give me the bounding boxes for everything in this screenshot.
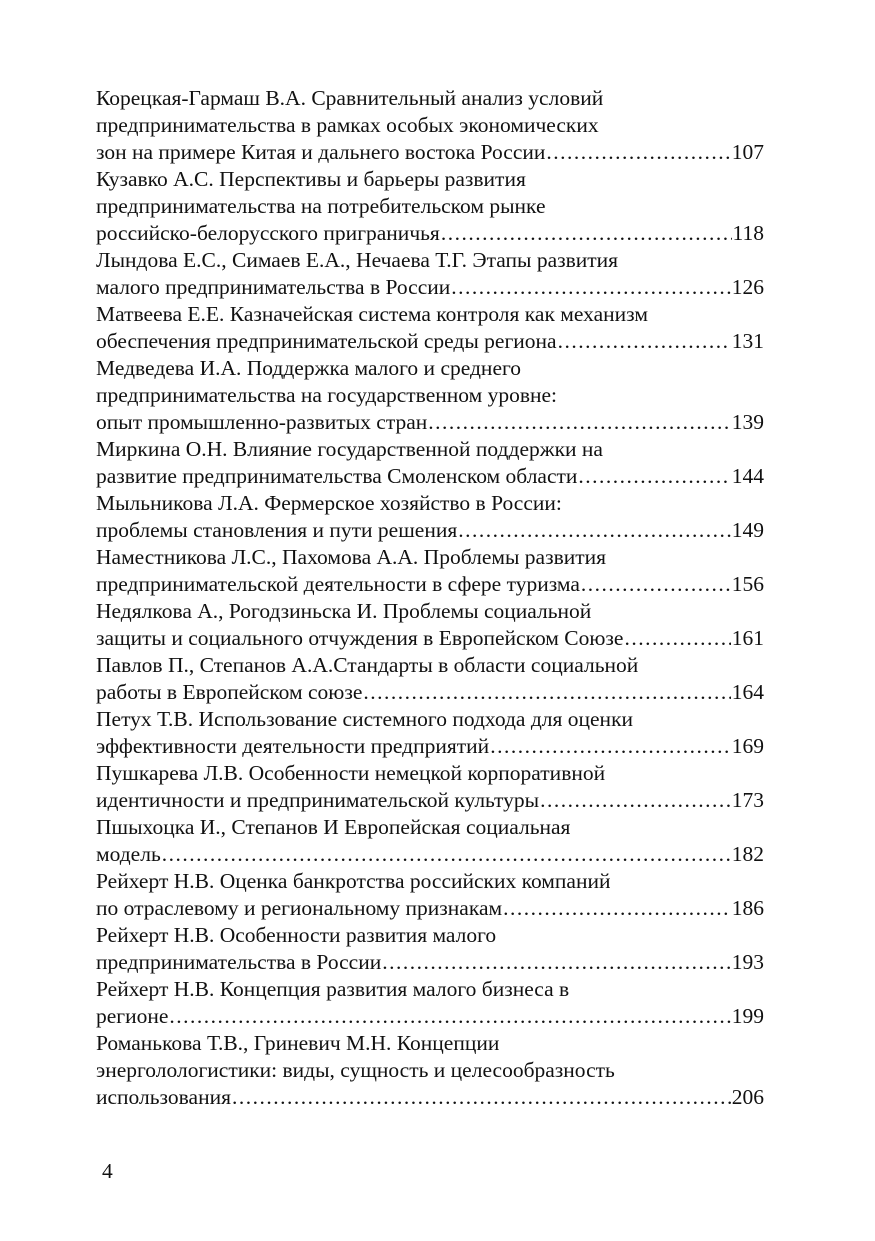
toc-entry-title-end: обеспечения предпринимательской среды региона xyxy=(96,329,557,353)
toc-entry-line: Наместникова Л.С., Пахомова А.А. Проблемы развития xyxy=(96,545,607,569)
toc-entry xyxy=(96,706,764,760)
toc-entry-title-end: работы в Европейском союзе xyxy=(96,680,363,704)
toc-entry xyxy=(96,598,764,652)
toc-entry-page: 199 xyxy=(731,1004,764,1028)
toc-entry-page: 206 xyxy=(731,1085,764,1109)
toc-entry-page: 164 xyxy=(731,680,764,704)
toc-entry-last-line xyxy=(96,949,764,976)
toc-entry-title-end: защиты и социального отчуждения в Европейском Союзе xyxy=(96,626,624,650)
toc-entry-line: Лындова Е.С., Симаев Е.А., Нечаева Т.Г. Этапы развития xyxy=(96,248,619,272)
toc-entry-last-line xyxy=(96,787,764,814)
toc-entry-page: 126 xyxy=(731,275,764,299)
toc-entry-title-end: проблемы становления и пути решения xyxy=(96,518,458,542)
dot-leader xyxy=(503,895,731,922)
dot-leader xyxy=(540,787,731,814)
toc-entry xyxy=(96,85,764,166)
toc-entry-line: Петух Т.В. Использование системного подхода для оценки xyxy=(96,707,634,731)
dot-leader xyxy=(441,220,732,247)
toc-entry-last-line xyxy=(96,517,764,544)
toc-entry-title-end: развитие предпринимательства Смоленском области xyxy=(96,464,578,488)
toc-entry-line: Пушкарева Л.В. Особенности немецкой корпоративной xyxy=(96,761,606,785)
toc-entry xyxy=(96,868,764,922)
dot-leader xyxy=(382,949,731,976)
toc-entry-last-line xyxy=(96,328,764,355)
toc-entry-page: 161 xyxy=(731,626,764,650)
toc-entry-title-end: предпринимательской деятельности в сфере туризма xyxy=(96,572,580,596)
toc-entry-last-line xyxy=(96,139,764,166)
toc-entry-last-line xyxy=(96,679,764,706)
toc-entry-page: 156 xyxy=(731,572,764,596)
table-of-contents xyxy=(96,85,764,1111)
toc-entry-title-end: модель xyxy=(96,842,161,866)
toc-entry-line: Мыльникова Л.А. Фермерское хозяйство в России: xyxy=(96,491,562,515)
toc-entry xyxy=(96,922,764,976)
dot-leader xyxy=(490,733,731,760)
toc-entry xyxy=(96,490,764,544)
dot-leader xyxy=(162,841,731,868)
toc-entry-title-end: идентичности и предпринимательской культуры xyxy=(96,788,540,812)
toc-entry xyxy=(96,1030,764,1111)
dot-leader xyxy=(363,679,730,706)
dot-leader xyxy=(578,463,730,490)
toc-entry-page: 193 xyxy=(731,950,764,974)
toc-entry-page: 169 xyxy=(731,734,764,758)
toc-entry xyxy=(96,355,764,436)
toc-entry-last-line xyxy=(96,220,764,247)
toc-entry-page: 186 xyxy=(731,896,764,920)
toc-entry-title-end: регионе xyxy=(96,1004,169,1028)
toc-entry-line: Романькова Т.В., Гриневич М.Н. Концепции xyxy=(96,1031,500,1055)
toc-entry-last-line xyxy=(96,409,764,436)
toc-entry-line: энерголологистики: виды, сущность и целесообразность xyxy=(96,1058,615,1082)
dot-leader xyxy=(558,328,731,355)
toc-entry-line: Медведева И.А. Поддержка малого и среднего xyxy=(96,356,522,380)
dot-leader xyxy=(624,625,730,652)
toc-entry-page: 118 xyxy=(732,221,764,245)
toc-entry-line: Корецкая-Гармаш В.А. Сравнительный анализ условий xyxy=(96,86,604,110)
toc-entry xyxy=(96,760,764,814)
toc-entry-last-line xyxy=(96,463,764,490)
toc-entry-page: 144 xyxy=(731,464,764,488)
dot-leader xyxy=(169,1003,730,1030)
toc-entry-line: Недялкова А., Рогодзиньска И. Проблемы социальной xyxy=(96,599,592,623)
toc-entry xyxy=(96,436,764,490)
toc-entry xyxy=(96,301,764,355)
toc-entry-line: Матвеева Е.Е. Казначейская система контроля как механизм xyxy=(96,302,648,326)
toc-entry xyxy=(96,814,764,868)
toc-entry-title-end: эффективности деятельности предприятий xyxy=(96,734,490,758)
toc-entry-line: Рейхерт Н.В. Оценка банкротства российских компаний xyxy=(96,869,611,893)
toc-entry-last-line xyxy=(96,841,764,868)
toc-entry-title-end: зон на примере Китая и дальнего востока России xyxy=(96,140,546,164)
toc-entry-line: Пшыхоцка И., Степанов И Европейская социальная xyxy=(96,815,571,839)
dot-leader xyxy=(546,139,730,166)
toc-entry-line: Рейхерт Н.В. Концепция развития малого бизнеса в xyxy=(96,977,570,1001)
toc-entry xyxy=(96,544,764,598)
toc-entry-page: 131 xyxy=(731,329,764,353)
toc-entry-line: Павлов П., Степанов А.А.Стандарты в области социальной xyxy=(96,653,639,677)
toc-entry-page: 173 xyxy=(731,788,764,812)
toc-entry-last-line xyxy=(96,1084,764,1111)
toc-entry-page: 107 xyxy=(731,140,764,164)
toc-entry xyxy=(96,652,764,706)
toc-entry xyxy=(96,166,764,247)
toc-entry-page: 139 xyxy=(731,410,764,434)
dot-leader xyxy=(581,571,731,598)
toc-entry-title-end: малого предпринимательства в России xyxy=(96,275,451,299)
toc-entry-title-end: использования xyxy=(96,1085,231,1109)
toc-entry xyxy=(96,976,764,1030)
toc-entry-title-end: российско-белорусского приграничья xyxy=(96,221,440,245)
toc-entry-title-end: опыт промышленно-развитых стран xyxy=(96,410,428,434)
toc-entry-line: Миркина О.Н. Влияние государственной поддержки на xyxy=(96,437,603,461)
toc-entry-title-end: предпринимательства в России xyxy=(96,950,382,974)
toc-entry xyxy=(96,247,764,301)
toc-entry-last-line xyxy=(96,733,764,760)
toc-entry-title-end: по отраслевому и региональному признакам xyxy=(96,896,503,920)
dot-leader xyxy=(451,274,730,301)
dot-leader xyxy=(458,517,731,544)
toc-entry-line: предпринимательства на потребительском рынке xyxy=(96,194,546,218)
dot-leader xyxy=(232,1084,731,1111)
toc-entry-line: предпринимательства в рамках особых экономических xyxy=(96,113,599,137)
toc-entry-page: 182 xyxy=(731,842,764,866)
toc-entry-last-line xyxy=(96,625,764,652)
toc-entry-page: 149 xyxy=(731,518,764,542)
toc-entry-last-line xyxy=(96,895,764,922)
toc-entry-line: предпринимательства на государственном уровне: xyxy=(96,383,558,407)
toc-entry-last-line xyxy=(96,274,764,301)
dot-leader xyxy=(428,409,730,436)
toc-entry-line: Рейхерт Н.В. Особенности развития малого xyxy=(96,923,497,947)
toc-entry-last-line xyxy=(96,1003,764,1030)
page-number: 4 xyxy=(102,1159,113,1183)
toc-entry-line: Кузавко А.С. Перспективы и барьеры развития xyxy=(96,167,526,191)
toc-entry-last-line xyxy=(96,571,764,598)
